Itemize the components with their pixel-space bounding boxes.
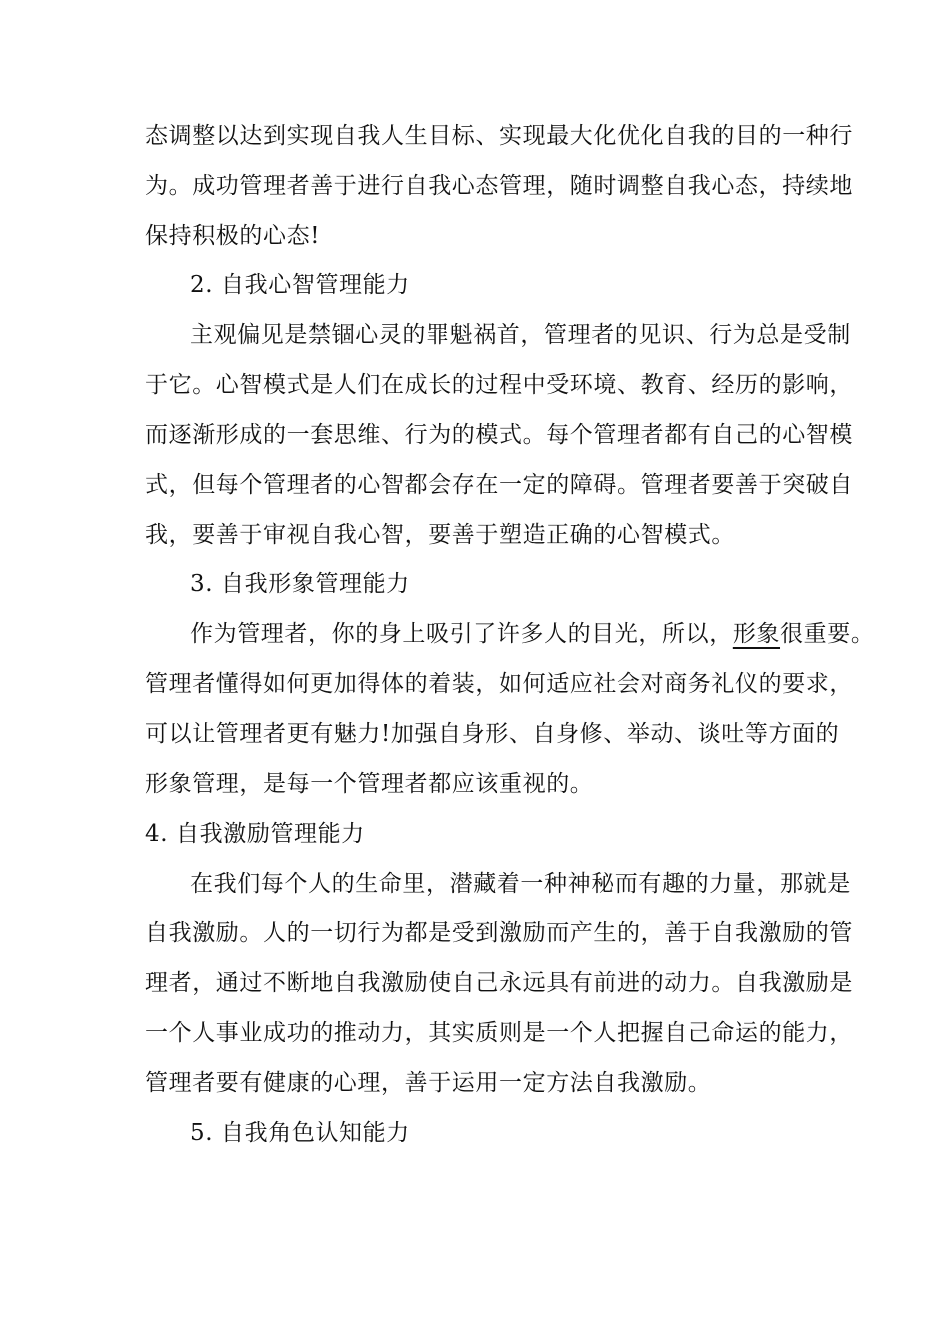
paragraph-line: 而逐渐形成的一套思维、行为的模式。每个管理者都有自己的心智模 <box>145 422 853 448</box>
paragraph-line: 主观偏见是禁锢心灵的罪魁祸首，管理者的见识、行为总是受制 <box>190 322 851 348</box>
paragraph-line: 式，但每个管理者的心智都会存在一定的障碍。管理者要善于突破自 <box>145 472 853 498</box>
text-segment: 很重要。 <box>780 621 875 647</box>
section-heading: 3. 自我形象管理能力 <box>190 571 410 597</box>
paragraph-line: 一个人事业成功的推动力，其实质则是一个人把握自己命运的能力， <box>145 1020 853 1046</box>
section-heading: 4. 自我激励管理能力 <box>145 821 365 847</box>
paragraph-line: 为。成功管理者善于进行自我心态管理，随时调整自我心态，持续地 <box>145 173 853 199</box>
paragraph-line: 理者，通过不断地自我激励使自己永远具有前进的动力。自我激励是 <box>145 970 853 996</box>
paragraph-line: 在我们每个人的生命里，潜藏着一种神秘而有趣的力量，那就是 <box>190 871 851 897</box>
paragraph-line: 可以让管理者更有魅力!加强自身形、自身修、举动、谈吐等方面的 <box>145 721 840 747</box>
section-heading: 2. 自我心智管理能力 <box>190 272 410 298</box>
paragraph-line: 态调整以达到实现自我人生目标、实现最大化优化自我的目的一种行 <box>145 123 853 149</box>
paragraph-line: 我，要善于审视自我心智，要善于塑造正确的心智模式。 <box>145 522 735 548</box>
underlined-term: 形象 <box>732 621 781 647</box>
text-segment: 作为管理者，你的身上吸引了许多人的目光，所以， <box>190 621 733 647</box>
paragraph-line: 管理者要有健康的心理，善于运用一定方法自我激励。 <box>145 1070 712 1096</box>
section-heading: 5. 自我角色认知能力 <box>190 1120 410 1146</box>
paragraph-line: 自我激励。人的一切行为都是受到激励而产生的，善于自我激励的管 <box>145 920 853 946</box>
paragraph-line: 管理者懂得如何更加得体的着装，如何适应社会对商务礼仪的要求， <box>145 671 853 697</box>
paragraph-line: 形象管理，是每一个管理者都应该重视的。 <box>145 771 594 797</box>
paragraph-line: 于它。心智模式是人们在成长的过程中受环境、教育、经历的影响， <box>145 372 853 398</box>
paragraph-line: 保持积极的心态! <box>145 223 321 249</box>
paragraph-line <box>190 618 874 650</box>
